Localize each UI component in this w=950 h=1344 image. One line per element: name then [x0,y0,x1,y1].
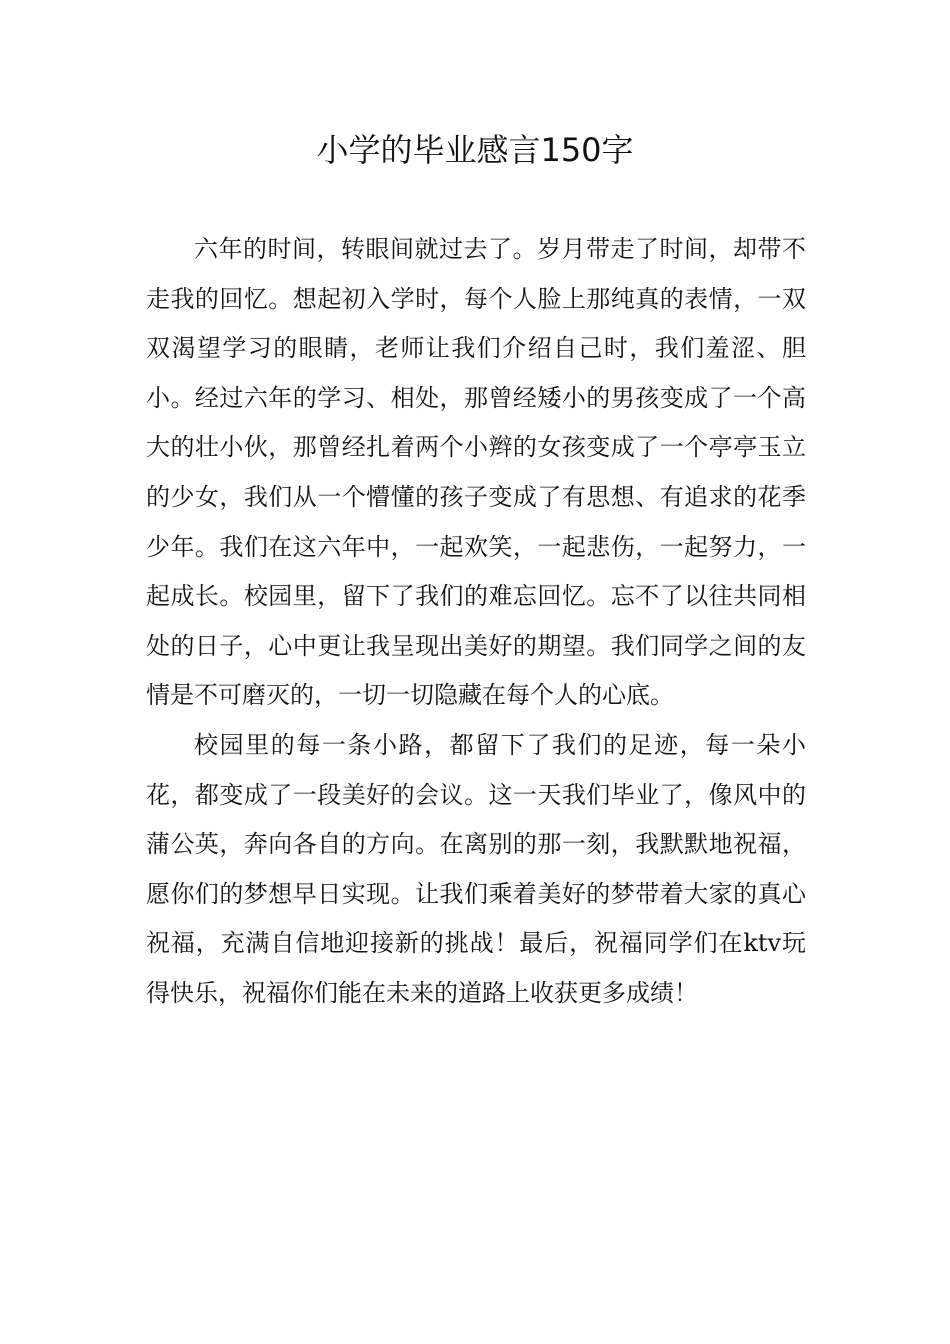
paragraph-2: 校园里的每一条小路，都留下了我们的足迹，每一朵小花，都变成了一段美好的会议。这一天我们毕业了，像风中的蒲公英，奔向各自的方向。在离别的那一刻，我默默地祝福，愿你们的梦想早日实现。让我们乘着美好的梦带着大家的真心祝福，充满自信地迎接新的挑战！最后，祝福同学们在ktv玩得快乐，祝福你们能在未来的道路上收获更多成绩！ [146,730,806,1007]
paragraph-1: 六年的时间，转眼间就过去了。岁月带走了时间，却带不走我的回忆。想起初入学时，每个人脸上那纯真的表情，一双双渴望学习的眼睛，老师让我们介绍自己时，我们羞涩、胆小。经过六年的学习、相处，那曾经矮小的男孩变成了一个高大的壮小伙，那曾经扎着两个小辫的女孩变成了一个亭亭玉立的少女，我们从一个懵懂的孩子变成了有思想、有追求的花季少年。我们在这六年中，一起欢笑，一起悲伤，一起努力，一起成长。校园里，留下了我们的难忘回忆。忘不了以往共同相处的日子，心中更让我呈现出美好的期望。我们同学之间的友情是不可磨灭的，一切一切隐藏在每个人的心底。 [146,235,806,710]
document-body [146,225,806,1019]
document-title: 小学的毕业感言150字 [316,131,634,169]
